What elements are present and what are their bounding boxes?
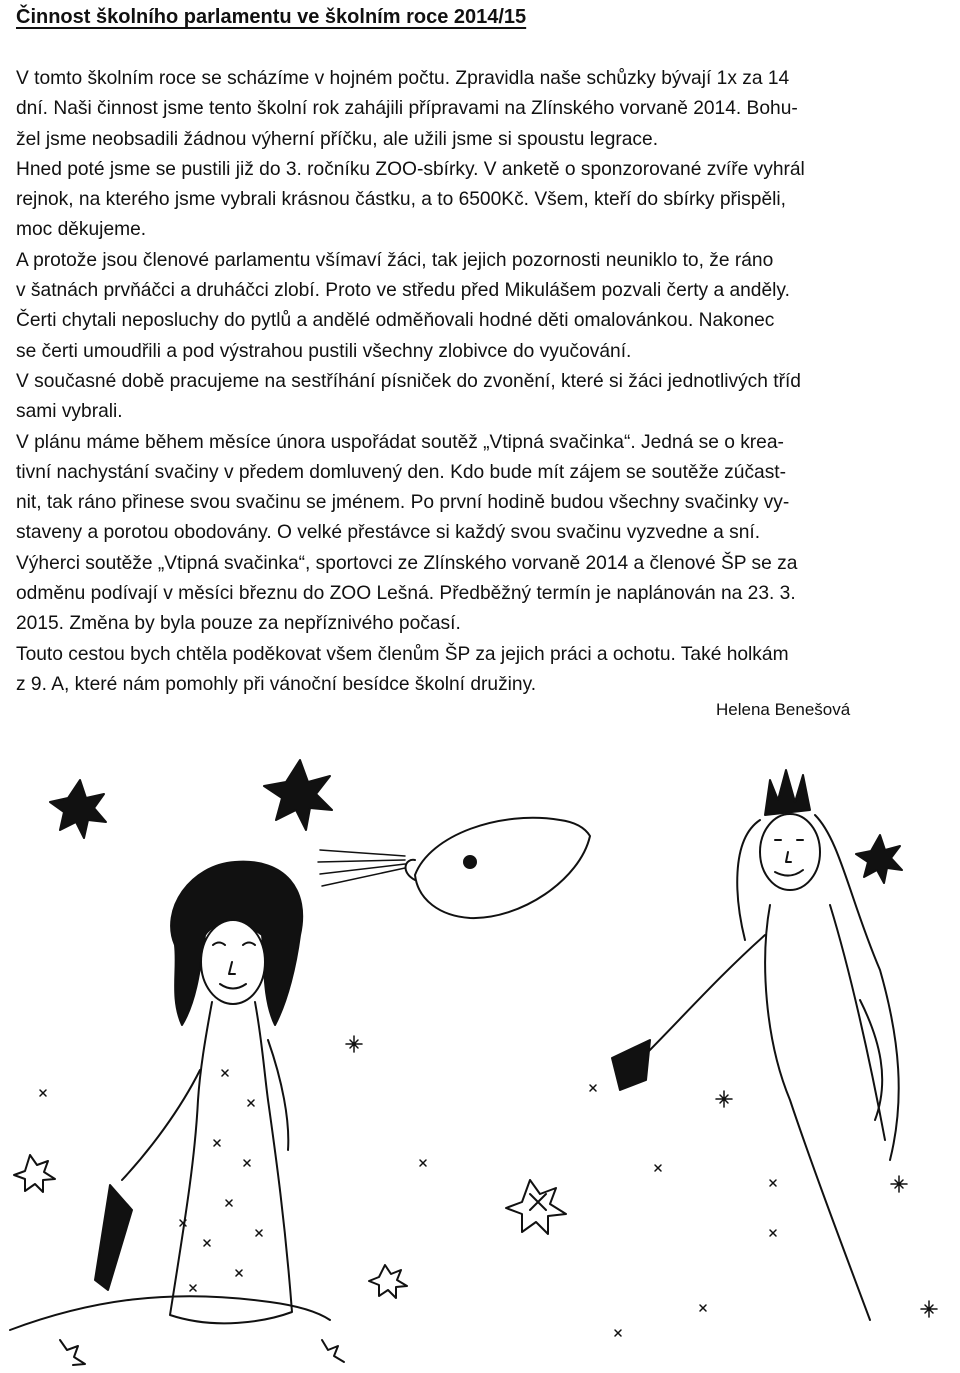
girl-dress bbox=[170, 1002, 292, 1323]
text-line: z 9. A, které nám pomohly při vánoční besídce školní družiny. bbox=[16, 673, 537, 695]
text-line: nit, tak ráno přinese svou svačinu se jménem. Po první hodině budou všechny svačinky vy- bbox=[16, 492, 790, 514]
sparkler-left bbox=[95, 1185, 132, 1290]
girl-right-arm bbox=[268, 1040, 288, 1150]
web-star bbox=[264, 760, 332, 830]
web-star bbox=[14, 1155, 55, 1192]
text-line: tivní nachystání svačiny v předem domluvený den. Kdo bude mít zájem se soutěže zúčast- bbox=[16, 461, 787, 483]
text-line: odměnu podívají v měsíci březnu do ZOO Lešná. Předběžný termín je naplánován na 23. 3. bbox=[16, 583, 796, 605]
girl-figure bbox=[95, 862, 302, 1324]
text-line: se čerti umoudřili a pod výstrahou pustili všechny zlobivce do vyučování. bbox=[16, 340, 632, 362]
text-line: 2015. Změna by byla pouze za nepříznivého počasí. bbox=[16, 613, 461, 635]
text-line: Čerti chytali neposluchy do pytlů a andělé odměňovali hodné děti omalovánkou. Nakonec bbox=[16, 310, 775, 332]
text-line: V plánu máme během měsíce února uspořádat soutěž „Vtipná svačinka“. Jedná se o krea- bbox=[16, 431, 784, 453]
document-title: Činnost školního parlamentu ve školním roce 2014/15 bbox=[16, 6, 527, 28]
web-star bbox=[50, 780, 106, 838]
body-text bbox=[16, 64, 941, 700]
angel-crown bbox=[765, 770, 810, 815]
angel-figure bbox=[612, 770, 899, 1320]
text-line: Touto cestou bych chtěla poděkovat všem členům ŠP za jejich práci a ochotu. Také holkám bbox=[16, 643, 789, 665]
moon-tail bbox=[318, 850, 405, 886]
girl-left-arm bbox=[122, 1070, 200, 1180]
text-line: v šatnách prvňáčci a druháčci zlobí. Proto ve středu před Mikulášem pozvali čerty a anděly. bbox=[16, 280, 790, 302]
text-line: staveny a porotou obodovány. O velké přestávce si každý svou svačinu vyzvedne a sní. bbox=[16, 522, 761, 544]
web-star bbox=[60, 1340, 85, 1365]
web-star bbox=[856, 835, 902, 883]
text-line: V tomto školním roce se scházíme v hojném počtu. Zpravidla naše schůzky bývají 1x za 14 bbox=[16, 68, 790, 89]
sparkler-right bbox=[612, 1040, 650, 1090]
text-line: Výherci soutěže „Vtipná svačinka“, sportovci ze Zlínského vorvaně 2014 a členové ŠP se za bbox=[16, 552, 798, 574]
moon-body bbox=[415, 818, 590, 918]
snowflake-stars bbox=[14, 760, 902, 1365]
angel-face bbox=[760, 814, 820, 890]
child-drawing-illustration bbox=[0, 740, 960, 1373]
web-star bbox=[506, 1180, 566, 1234]
angel-wing bbox=[860, 1000, 882, 1120]
moon-face-figure bbox=[318, 818, 590, 918]
angel-left-arm bbox=[640, 935, 765, 1060]
web-star bbox=[322, 1340, 344, 1362]
angel-dress bbox=[765, 905, 885, 1320]
text-line: Hned poté jsme se pustili již do 3. ročníku ZOO-sbírky. V anketě o sponzorované zvíře vyhrál bbox=[16, 158, 805, 180]
text-line: dní. Naši činnost jsme tento školní rok zahájili přípravami na Zlínského vorvaně 2014. Bohu- bbox=[16, 98, 798, 120]
text-line: A protože jsou členové parlamentu všímaví žáci, tak jejich pozornosti neuniklo to, že ráno bbox=[16, 249, 774, 271]
text-line: žel jsme neobsadili žádnou výherní příčku, ale užili jsme si spoustu legrace. bbox=[16, 128, 659, 150]
text-line: V současné době pracujeme na sestříhání písniček do zvonění, které si žáci jednotlivých tříd bbox=[16, 370, 801, 392]
web-star bbox=[369, 1265, 407, 1298]
text-line: sami vybrali. bbox=[16, 401, 123, 423]
text-line: moc děkujeme. bbox=[16, 219, 147, 241]
author-signature: Helena Benešová bbox=[716, 700, 851, 719]
text-line: rejnok, na kterého jsme vybrali krásnou částku, a to 6500Kč. Všem, kteří do sbírky přispěli, bbox=[16, 189, 786, 211]
